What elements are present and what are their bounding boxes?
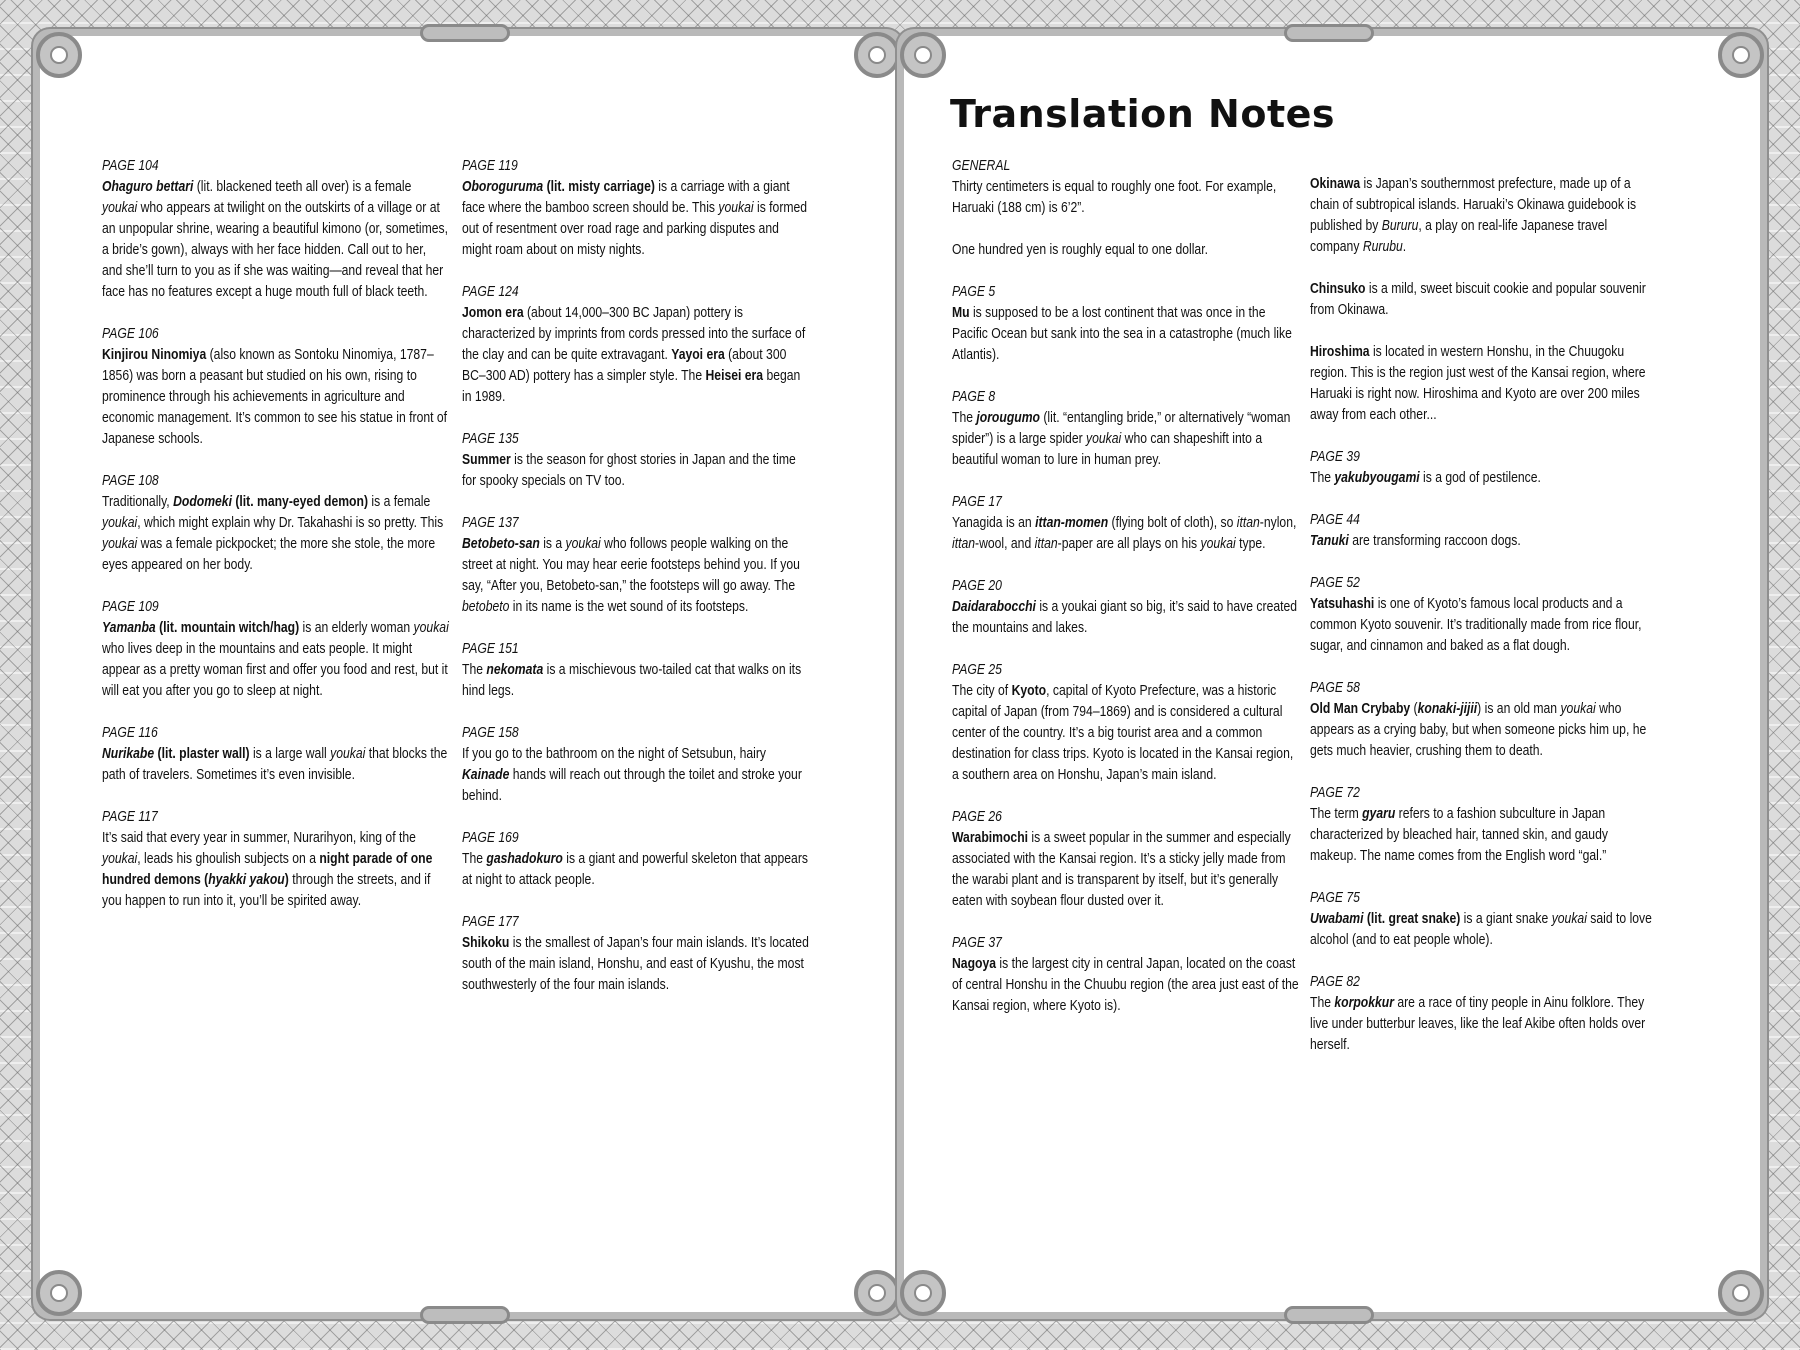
- note-entry: [952, 660, 1300, 786]
- notes-column-left-2: [462, 156, 810, 1017]
- note-text: Yatsuhashi is one of Kyoto’s famous local products and a common Kyoto souvenir. It’s traditionally made from rice flour, sugar, and cinnamon and baked as a flat dough.: [1310, 596, 1642, 654]
- corner-ornament: [900, 32, 946, 78]
- note-page-label: PAGE 135: [462, 431, 519, 447]
- note-page-label: PAGE 117: [102, 809, 158, 825]
- note-text: If you go to the bathroom on the night of Setsubun, hairy Kainade hands will reach out through the toilet and stroke your behind.: [462, 746, 802, 804]
- note-page-label: PAGE 82: [1310, 974, 1360, 990]
- notes-column-right-2: [1310, 174, 1658, 1077]
- note-text: Okinawa is Japan’s southernmost prefecture, made up of a chain of subtropical islands. Haruaki’s Okinawa guidebook is published by Bururu, a play on real-life Japanese travel company Rurubu.: [1310, 176, 1637, 255]
- corner-ornament: [36, 32, 82, 78]
- note-text: Warabimochi is a sweet popular in the summer and especially associated with the Kansai region. It’s a sticky jelly made from the warabi plant and is transparent by itself, but it’s generally eaten with soybean flour dusted over it.: [952, 830, 1291, 909]
- note-page-label: PAGE 52: [1310, 575, 1360, 591]
- corner-ornament: [900, 1270, 946, 1316]
- flourish-ornament: [420, 24, 510, 42]
- left-page: [40, 36, 896, 1312]
- note-entry: [462, 513, 810, 618]
- note-page-label: PAGE 5: [952, 284, 996, 300]
- note-entry: [1310, 510, 1658, 552]
- note-text: Tanuki are transforming raccoon dogs.: [1310, 533, 1521, 549]
- note-entry: [462, 429, 810, 492]
- note-text: Old Man Crybaby (konaki-jijii) is an old man youkai who appears as a crying baby, but when someone picks him up, he gets much heavier, crushing them to death.: [1310, 701, 1647, 759]
- corner-ornament: [854, 32, 900, 78]
- corner-ornament: [1718, 32, 1764, 78]
- flourish-ornament: [1284, 24, 1374, 42]
- note-entry: [102, 723, 450, 786]
- note-text: The gashadokuro is a giant and powerful skeleton that appears at night to attack people.: [462, 851, 808, 888]
- note-entry: [952, 807, 1300, 912]
- note-text: Kinjirou Ninomiya (also known as Sontoku Ninomiya, 1787–1856) was born a peasant but studied on his own, rising to prominence through his achievements in agriculture and economic management. It’s common to see his statue in front of Japanese schools.: [102, 347, 448, 447]
- note-page-label: PAGE 109: [102, 599, 159, 615]
- note-page-label: PAGE 44: [1310, 512, 1360, 528]
- note-text: Uwabami (lit. great snake) is a giant snake youkai said to love alcohol (and to eat people whole).: [1310, 911, 1652, 948]
- note-text: The jorougumo (lit. “entangling bride,” or alternatively “woman spider”) is a large spider youkai who can shapeshift into a beautiful woman to lure in human prey.: [952, 410, 1291, 468]
- note-page-label: PAGE 108: [102, 473, 159, 489]
- note-entry: [952, 576, 1300, 639]
- note-page-label: PAGE 37: [952, 935, 1002, 951]
- note-text: Thirty centimeters is equal to roughly one foot. For example, Haruaki (188 cm) is 6’2”. One hundred yen is roughly equal to one dollar.: [952, 179, 1277, 258]
- notes-column-left-1: [102, 156, 450, 933]
- note-text: Chinsuko is a mild, sweet biscuit cookie and popular souvenir from Okinawa.: [1310, 281, 1646, 318]
- note-page-label: PAGE 25: [952, 662, 1002, 678]
- note-text: Yanagida is an ittan-momen (flying bolt of cloth), so ittan-nylon, ittan-wool, and ittan-paper are all plays on his youkai type.: [952, 515, 1297, 552]
- note-text: Betobeto-san is a youkai who follows people walking on the street at night. You may hear eerie footsteps behind you. If you say, “After you, Betobeto-san,” the footsteps will go away. The betobeto in its name is the wet sound of its footsteps.: [462, 536, 800, 615]
- note-text: The city of Kyoto, capital of Kyoto Prefecture, was a historic capital of Japan (from 794–1869) and is considered a cultural center of the country. It’s a big tourist area and a common destination for class trips. Kyoto is located in the Kansai region, a southern area on Honshu, Japan’s main island.: [952, 683, 1294, 783]
- note-page-label: PAGE 104: [102, 158, 159, 174]
- note-page-label: PAGE 119: [462, 158, 518, 174]
- notes-column-right-1: [952, 156, 1300, 1038]
- note-entry: [462, 156, 810, 261]
- note-text: Shikoku is the smallest of Japan’s four main islands. It’s located south of the main island, Honshu, and east of Kyushu, the most southwesterly of the four main islands.: [462, 935, 809, 993]
- note-page-label: PAGE 58: [1310, 680, 1360, 696]
- note-entry: [1310, 279, 1658, 321]
- flourish-ornament: [420, 1306, 510, 1324]
- note-entry: [952, 156, 1300, 261]
- note-page-label: PAGE 17: [952, 494, 1002, 510]
- note-page-label: PAGE 137: [462, 515, 519, 531]
- note-entry: [102, 156, 450, 303]
- note-entry: [462, 723, 810, 807]
- note-entry: [952, 933, 1300, 1017]
- note-page-label: PAGE 26: [952, 809, 1002, 825]
- note-text: Ohaguro bettari (lit. blackened teeth all over) is a female youkai who appears at twilight on the outskirts of a village or at an unpopular shrine, wearing a beautiful kimono (or, sometimes, a bride’s gown), always with her face hidden. Call out to her, and she’ll turn to you as if she was waiting—and reveal that her face has no features except a huge mouth full of black teeth.: [102, 179, 448, 300]
- note-text: Daidarabocchi is a youkai giant so big, it’s said to have created the mountains and lakes.: [952, 599, 1298, 636]
- note-entry: [1310, 972, 1658, 1056]
- note-entry: [102, 807, 450, 912]
- note-entry: [1310, 342, 1658, 426]
- note-text: Traditionally, Dodomeki (lit. many-eyed demon) is a female youkai, which might explain why Dr. Takahashi is so pretty. This youkai was a female pickpocket; the more she stole, the more eyes appeared on her body.: [102, 494, 444, 573]
- corner-ornament: [854, 1270, 900, 1316]
- note-page-label: PAGE 158: [462, 725, 519, 741]
- note-entry: [102, 597, 450, 702]
- note-page-label: PAGE 177: [462, 914, 519, 930]
- note-text: Oboroguruma (lit. misty carriage) is a carriage with a giant face where the bamboo screen should be. This youkai is formed out of resentment over road rage and parking disputes and might roam about on misty nights.: [462, 179, 808, 258]
- note-text: Nagoya is the largest city in central Japan, located on the coast of central Honshu in the Chuubu region (the area just east of the Kansai region, where Kyoto is).: [952, 956, 1299, 1014]
- note-page-label: PAGE 116: [102, 725, 158, 741]
- note-page-label: PAGE 124: [462, 284, 519, 300]
- note-entry: [952, 492, 1300, 555]
- note-text: Summer is the season for ghost stories in Japan and the time for spooky specials on TV too.: [462, 452, 796, 489]
- note-entry: [462, 282, 810, 408]
- note-text: Yamanba (lit. mountain witch/hag) is an elderly woman youkai who lives deep in the mountains and eats people. It might appear as a pretty woman first and offer you food and rest, but it will eat you after you go to sleep at night.: [102, 620, 449, 699]
- note-entry: [102, 471, 450, 576]
- note-text: Jomon era (about 14,000–300 BC Japan) pottery is characterized by imprints from cords pressed into the surface of the clay and can be quite extravagant. Yayoi era (about 300 BC–300 AD) pottery has a simpler style. The Heisei era began in 1989.: [462, 305, 806, 405]
- note-page-label: PAGE 169: [462, 830, 519, 846]
- corner-ornament: [36, 1270, 82, 1316]
- note-entry: [952, 387, 1300, 471]
- note-entry: [462, 828, 810, 891]
- note-page-label: PAGE 20: [952, 578, 1002, 594]
- note-entry: [1310, 783, 1658, 867]
- note-page-label: PAGE 75: [1310, 890, 1360, 906]
- note-text: The korpokkur are a race of tiny people in Ainu folklore. They live under butterbur leaves, like the leaf Akibe often holds over herself.: [1310, 995, 1646, 1053]
- note-text: Nurikabe (lit. plaster wall) is a large wall youkai that blocks the path of travelers. Sometimes it’s even invisible.: [102, 746, 448, 783]
- note-text: Hiroshima is located in western Honshu, in the Chuugoku region. This is the region just west of the Kansai region, where Haruaki is right now. Hiroshima and Kyoto are over 200 miles away from each other...: [1310, 344, 1646, 423]
- note-text: The term gyaru refers to a fashion subculture in Japan characterized by bleached hair, tanned skin, and gaudy makeup. The name comes from the English word “gal.”: [1310, 806, 1608, 864]
- note-page-label: GENERAL: [952, 158, 1011, 174]
- note-page-label: PAGE 8: [952, 389, 996, 405]
- note-text: The yakubyougami is a god of pestilence.: [1310, 470, 1541, 486]
- note-page-label: PAGE 72: [1310, 785, 1360, 801]
- note-text: It’s said that every year in summer, Nurarihyon, king of the youkai, leads his ghoulish subjects on a night parade of one hundred demons (hyakki yakou) through the streets, and if you happen to run into it, you’ll be spirited away.: [102, 830, 433, 909]
- note-entry: [462, 639, 810, 702]
- note-entry: [1310, 888, 1658, 951]
- corner-ornament: [1718, 1270, 1764, 1316]
- page-title: Translation Notes: [950, 92, 1336, 136]
- note-entry: [952, 282, 1300, 366]
- note-page-label: PAGE 39: [1310, 449, 1360, 465]
- note-text: The nekomata is a mischievous two-tailed cat that walks on its hind legs.: [462, 662, 802, 699]
- note-page-label: PAGE 151: [462, 641, 519, 657]
- note-entry: [102, 324, 450, 450]
- note-entry: [1310, 174, 1658, 258]
- note-entry: [1310, 678, 1658, 762]
- note-entry: [462, 912, 810, 996]
- note-entry: [1310, 573, 1658, 657]
- note-entry: [1310, 447, 1658, 489]
- note-page-label: PAGE 106: [102, 326, 159, 342]
- flourish-ornament: [1284, 1306, 1374, 1324]
- note-text: Mu is supposed to be a lost continent that was once in the Pacific Ocean but sank into the sea in a catastrophe (much like Atlantis).: [952, 305, 1292, 363]
- right-page: [904, 36, 1760, 1312]
